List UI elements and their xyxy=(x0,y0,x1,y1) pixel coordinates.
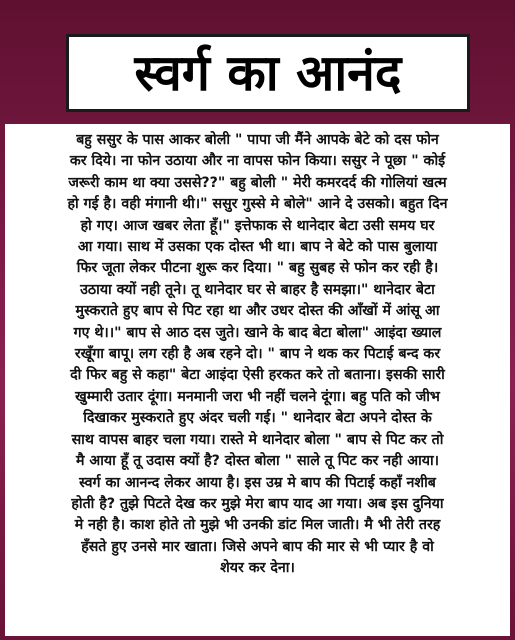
story-line: दी फिर बहु से कहा" बेटा आइंदा ऐसी हरकत करे तो बताना। इसकी सारी xyxy=(70,367,445,384)
story-panel xyxy=(5,124,510,636)
story-line: जरूरी काम था क्या उससे??" बहु बोली " मेरी कमरदर्द की गोलियां खत्म xyxy=(68,174,447,191)
story-line: रखूँगा बापू। लग रही है अब रहने दो। " बाप ने थक कर पिटाई बन्द कर xyxy=(74,346,441,363)
title-banner xyxy=(66,34,470,112)
story-line: बहु ससुर के पास आकर बोली " पापा जी मैंने आपके बेटे को दस फोन xyxy=(76,132,439,148)
story-line: उठाया क्यों नही तूने। तू थानेदार घर से बाहर है समझा।" थानेदार बेटा xyxy=(80,281,435,298)
story-text xyxy=(11,130,504,580)
story-line: मे नही है। काश होते तो मुझे भी उनकी डांट मिल जाती। मै भी तेरी तरह xyxy=(74,517,441,534)
story-line: गए थे।।" बाप से आठ दस जुते। खाने के बाद बेटा बोला" आइंदा ख्याल xyxy=(73,324,442,341)
story-line: स्वर्ग का आनन्द लेकर आया है। इस उम्र मे बाप की पिटाई कहाँ नशीब xyxy=(79,474,436,491)
story-line: हो गई है। वही मंगानी थी।" ससुर गुस्से मे बोले" आने दे उसको। बहुत दिन xyxy=(67,196,448,213)
story-line: हँसते हुए उनसे मार खाता। जिसे अपने बाप की मार से भी प्यार है वो xyxy=(81,538,434,555)
story-line: साथ वापस बाहर चला गया। रास्ते मे थानेदार बोला " बाप से पिट कर तो xyxy=(71,431,444,448)
story-line: होती है? तुझे पिटते देख कर मुझे मेरा बाप याद आ गया। अब इस दुनिया xyxy=(71,495,444,512)
story-line: शेयर कर देना। xyxy=(220,560,295,577)
story-line: मुस्कराते हुए बाप से पिट रहा था और उधर दोस्त की आँखों में आंसू आ xyxy=(75,303,440,320)
story-line: दिखाकर मुस्कराते हुए अंदर चली गई। " थानेदार बेटा अपने दोस्त के xyxy=(83,410,432,427)
page-title: स्वर्ग का आनंद xyxy=(134,44,402,102)
story-line: आ गया। साथ में उसका एक दोस्त भी था। बाप ने बेटे को पास बुलाया xyxy=(77,239,438,256)
story-line: फिर जूता लेकर पीटना शुरू कर दिया। " बहु सुबह से फोन कर रही है। xyxy=(76,260,439,277)
story-line: कर दिये। ना फोन उठाया और ना वापस फोन किया। ससुर ने पूछा " कोई xyxy=(69,153,446,170)
story-line: हो गए। आज खबर लेता हूँ।" इत्तेफाक से थानेदार बेटा उसी समय घर xyxy=(80,217,435,234)
story-line: मै आया हूँ तू उदास क्यों है? दोस्त बोला " साले तू पिट कर नही आया। xyxy=(75,453,440,470)
story-line: खुम्मारी उतार दूंगा। मनमानी जरा भी नहीं चलने दूंगा। बहु पति को जीभ xyxy=(75,388,440,405)
